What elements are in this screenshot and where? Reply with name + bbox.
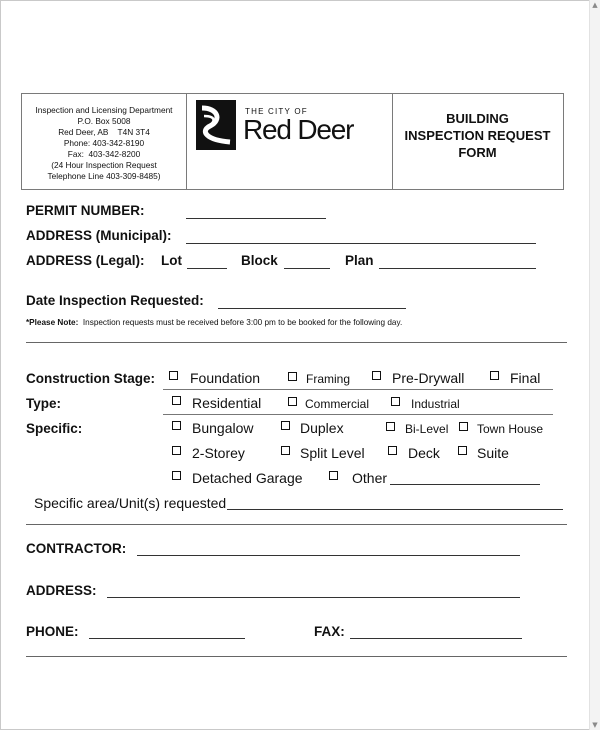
city-logo (187, 94, 393, 189)
red-deer-logo-icon (196, 100, 236, 150)
specific-area-field[interactable] (227, 509, 563, 510)
logo-small-text: THE CITY OF (245, 107, 308, 116)
form-title (392, 94, 563, 189)
pre-drywall-label: Pre-Drywall (392, 370, 465, 386)
address-municipal-label: ADDRESS (Municipal): (26, 228, 172, 243)
address-line: Phone: 403-342-8190 (63, 138, 145, 148)
permit-number-label: PERMIT NUMBER: (26, 203, 145, 218)
address-line: P.O. Box 5008 (77, 116, 131, 126)
two-storey-checkbox[interactable] (172, 446, 181, 455)
commercial-checkbox[interactable] (288, 397, 297, 406)
type-label: Type: (26, 396, 62, 411)
stage-underline (163, 389, 553, 390)
title-line: FORM (458, 145, 497, 160)
block-label: Block (241, 253, 278, 268)
suite-label: Suite (477, 445, 509, 461)
plan-label: Plan (345, 253, 374, 268)
address-line: (24 Hour Inspection Request (51, 160, 157, 170)
department-address (22, 94, 187, 189)
section-divider (26, 524, 567, 525)
contractor-address-label: ADDRESS: (26, 583, 97, 598)
foundation-checkbox[interactable] (169, 371, 178, 380)
contractor-field[interactable] (137, 555, 520, 556)
other-checkbox[interactable] (329, 471, 338, 480)
contractor-address-field[interactable] (107, 597, 520, 598)
construction-stage-label: Construction Stage: (26, 371, 156, 386)
permit-number-field[interactable] (186, 218, 326, 219)
specific-label: Specific: (26, 421, 83, 436)
title-line: BUILDING (446, 111, 509, 126)
two-storey-label: 2-Storey (192, 445, 245, 461)
form-header (21, 93, 564, 190)
other-field[interactable] (390, 484, 540, 485)
framing-checkbox[interactable] (288, 372, 297, 381)
scroll-down-icon[interactable]: ▼ (592, 721, 598, 729)
date-requested-label: Date Inspection Requested: (26, 293, 204, 308)
detached-garage-checkbox[interactable] (172, 471, 181, 480)
lot-label: Lot (161, 253, 182, 268)
address-legal-label: ADDRESS (Legal): (26, 253, 145, 268)
fax-field[interactable] (350, 638, 522, 639)
address-municipal-field[interactable] (186, 243, 536, 244)
fax-label: FAX: (314, 624, 345, 639)
address-line: Fax: 403-342-8200 (67, 149, 141, 159)
plan-field[interactable] (379, 268, 536, 269)
split-level-checkbox[interactable] (281, 446, 290, 455)
title-line: INSPECTION REQUEST (404, 128, 551, 143)
bungalow-label: Bungalow (192, 420, 254, 436)
bi-level-label: Bi-Level (405, 422, 449, 436)
final-checkbox[interactable] (490, 371, 499, 380)
industrial-checkbox[interactable] (391, 397, 400, 406)
address-line: Telephone Line 403-309-8485) (47, 171, 161, 181)
bungalow-checkbox[interactable] (172, 421, 181, 430)
contractor-label: CONTRACTOR: (26, 541, 127, 556)
please-note (26, 318, 402, 327)
logo-big-text: Red Deer (243, 114, 354, 145)
type-underline (163, 414, 553, 415)
residential-label: Residential (192, 395, 262, 411)
deck-checkbox[interactable] (388, 446, 397, 455)
commercial-label: Commercial (305, 397, 370, 411)
foundation-label: Foundation (190, 370, 261, 386)
phone-field[interactable] (89, 638, 245, 639)
deck-label: Deck (408, 445, 440, 461)
detached-garage-label: Detached Garage (192, 470, 303, 486)
split-level-label: Split Level (300, 445, 365, 461)
note-text: Inspection requests must be received before 3:00 pm to be booked for the following day. (78, 318, 403, 327)
lot-field[interactable] (187, 268, 227, 269)
other-label: Other (352, 470, 388, 486)
address-line: Inspection and Licensing Department (35, 105, 173, 115)
address-line: Red Deer, AB T4N 3T4 (58, 127, 150, 137)
block-field[interactable] (284, 268, 330, 269)
section-divider (26, 342, 567, 343)
duplex-checkbox[interactable] (281, 421, 290, 430)
pre-drywall-checkbox[interactable] (372, 371, 381, 380)
scroll-up-icon[interactable]: ▲ (592, 1, 598, 9)
note-bold: *Please Note: (26, 318, 79, 327)
duplex-label: Duplex (300, 420, 344, 436)
suite-checkbox[interactable] (458, 446, 467, 455)
date-requested-field[interactable] (218, 308, 406, 309)
specific-area-label: Specific area/Unit(s) requested (34, 495, 227, 511)
section-divider (26, 656, 567, 657)
bi-level-checkbox[interactable] (386, 422, 395, 431)
residential-checkbox[interactable] (172, 396, 181, 405)
phone-label: PHONE: (26, 624, 79, 639)
town-house-label: Town House (477, 422, 544, 436)
framing-label: Framing (306, 372, 351, 386)
town-house-checkbox[interactable] (459, 422, 468, 431)
scrollbar[interactable] (589, 0, 600, 730)
final-label: Final (510, 370, 541, 386)
industrial-label: Industrial (411, 397, 460, 411)
